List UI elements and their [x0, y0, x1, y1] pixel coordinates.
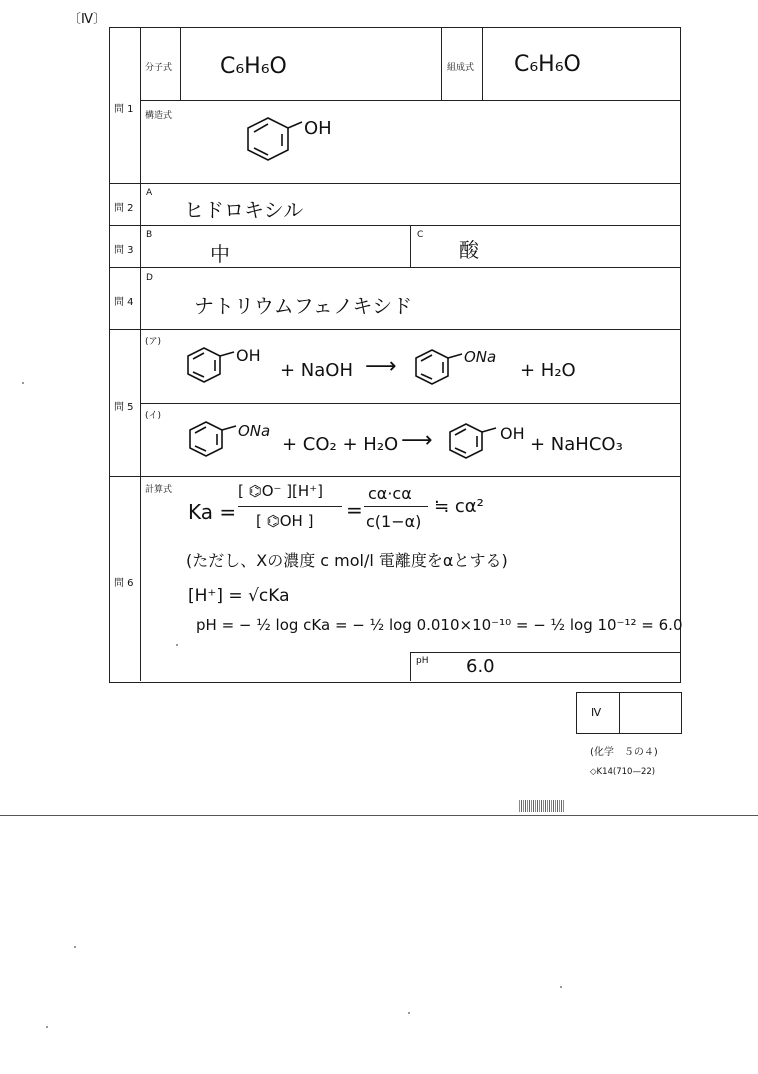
structure-label: 構造式: [145, 111, 173, 121]
row-divider: [140, 403, 680, 404]
cell-divider: [410, 652, 411, 681]
ka-equals: =: [346, 498, 363, 522]
scan-speck: [560, 986, 562, 988]
row-divider: [110, 476, 680, 477]
q5-label: 問 5: [114, 402, 134, 413]
cell-divider: [441, 28, 442, 100]
structure-oh-group: OH: [304, 118, 332, 139]
cell-divider: [410, 225, 411, 267]
score-divider: [619, 693, 620, 733]
score-label: Ⅳ: [591, 706, 602, 719]
q4-d-answer: ナトリウムフェノキシド: [194, 294, 413, 318]
q6-label: 問 6: [114, 578, 134, 589]
ka-mid-numerator: cα·cα: [368, 484, 412, 503]
q5-b-product: + NaHCO₃: [530, 434, 623, 455]
h-equation: [H⁺] = √cKa: [188, 586, 290, 606]
page-rule: [0, 815, 758, 816]
section-mark: 〔Ⅳ〕: [68, 12, 106, 27]
q5-b-group-2: OH: [500, 424, 525, 443]
q3-c-answer: 酸: [459, 238, 479, 262]
fraction-bar: [238, 506, 342, 507]
answer-sheet: [109, 27, 681, 683]
calc-label: 計算式: [145, 485, 173, 495]
q5-b-reagent: + CO₂ + H₂O: [282, 434, 399, 455]
q3-b-answer: 中: [210, 242, 230, 266]
q3-label: 問 3: [114, 245, 134, 256]
footer-code: ◇K14(710—22): [590, 767, 656, 777]
q3-b-label: B: [146, 230, 153, 240]
q5-a-group-1: OH: [236, 346, 261, 365]
q5-a-reagent: + NaOH: [280, 360, 354, 381]
q2-a-answer: ヒドロキシル: [184, 198, 304, 222]
row-divider: [110, 225, 680, 226]
ka-numerator: [ ⌬O⁻ ][H⁺]: [238, 482, 323, 500]
row-divider: [410, 652, 680, 653]
scan-speck: [408, 1012, 410, 1014]
q3-c-label: C: [417, 230, 424, 240]
row-divider: [110, 183, 680, 184]
q5-b-benzene-2: [448, 422, 508, 468]
empirical-formula-answer: C₆H₆O: [514, 52, 581, 77]
ph-label: pH: [416, 656, 429, 666]
score-box: [576, 692, 682, 734]
q5-b-group-1: ONa: [238, 422, 271, 440]
scan-speck: [22, 382, 24, 384]
scan-speck: [176, 644, 178, 646]
row-divider: [110, 267, 680, 268]
scan-speck: [46, 1026, 48, 1028]
q5-b-label: (イ): [145, 411, 162, 421]
molecular-formula-answer: C₆H₆O: [220, 54, 287, 79]
ka-denominator: [ ⌬OH ]: [256, 512, 314, 530]
footer-subject: (化学 ５の４): [590, 747, 658, 758]
ka-mid-denominator: c(1−α): [366, 512, 422, 531]
cell-divider: [180, 28, 181, 100]
barcode-image: [519, 800, 565, 812]
row-divider: [110, 329, 680, 330]
empirical-formula-label: 組成式: [447, 63, 475, 73]
q4-d-label: D: [146, 273, 153, 283]
ka-approx: ≒ cα²: [434, 496, 484, 517]
q6-note: (ただし、Xの濃度 c mol/l 電離度をαとする): [186, 551, 508, 570]
ph-equation: pH = − ½ log cKa = − ½ log 0.010×10⁻¹⁰ = − ½ log 10⁻¹² = 6.0: [196, 616, 683, 634]
molecular-formula-label: 分子式: [145, 63, 173, 73]
q5-a-label: (ア): [145, 337, 162, 347]
row-divider: [140, 100, 680, 101]
q5-a-arrow: ⟶: [365, 354, 397, 379]
scan-speck: [74, 946, 76, 948]
q5-b-arrow: ⟶: [401, 428, 433, 453]
label-column-divider: [140, 28, 141, 681]
q5-a-product: + H₂O: [520, 360, 576, 381]
cell-divider: [482, 28, 483, 100]
q2-label: 問 2: [114, 203, 134, 214]
q2-a-label: A: [146, 188, 153, 198]
q4-label: 問 4: [114, 297, 134, 308]
fraction-bar: [364, 506, 428, 507]
ka-lhs: Ka =: [188, 500, 237, 524]
q1-label: 問 1: [114, 104, 134, 115]
q5-a-group-2: ONa: [464, 348, 497, 366]
ph-answer: 6.0: [466, 656, 495, 677]
